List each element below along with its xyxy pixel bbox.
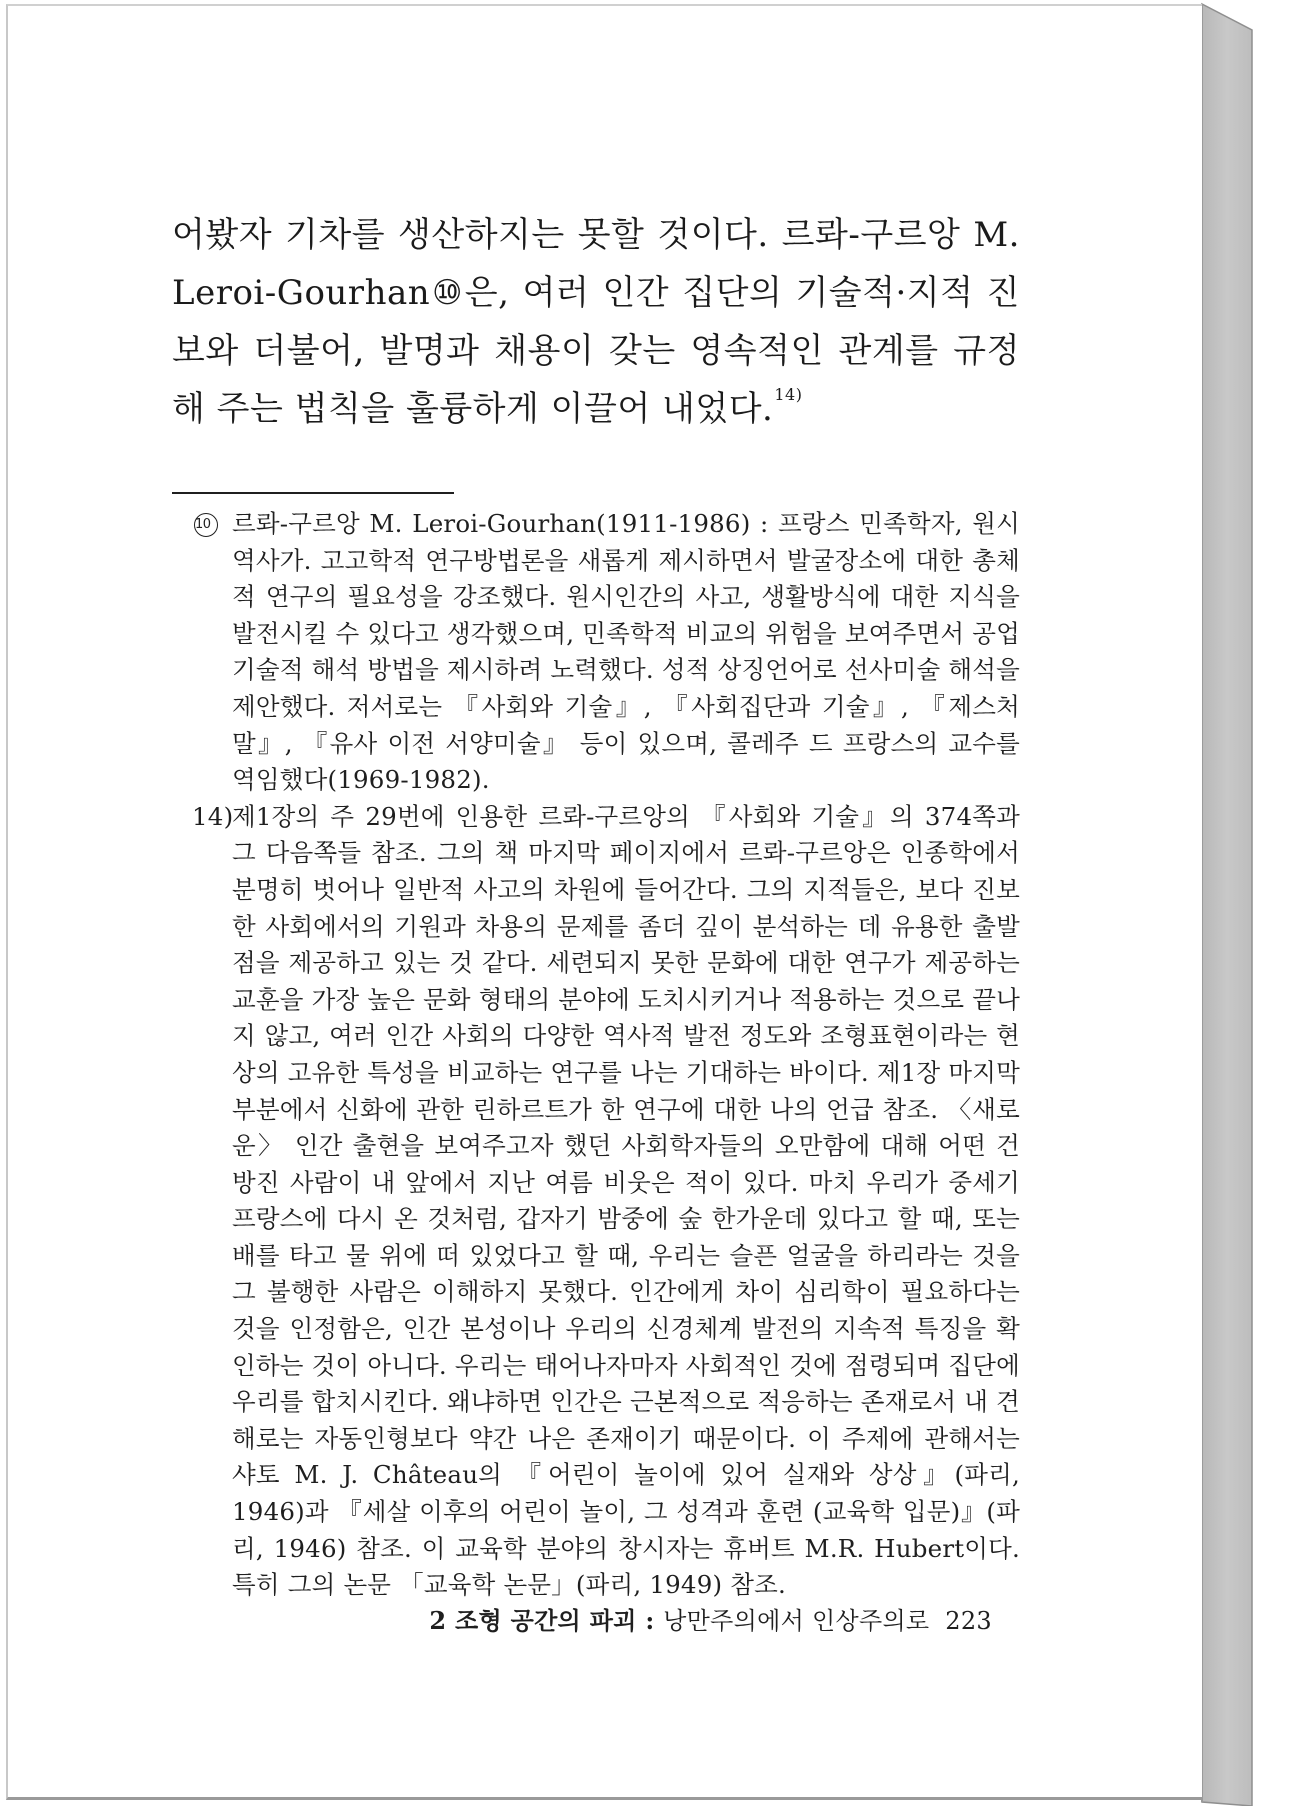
footnote-14-text: 제1장의 주 29번에 인용한 르롸-구르앙의 『사회와 기술』의 374쪽과 그 다음쪽들 참조. 그의 책 마지막 페이지에서 르롸-구르앙은 인종학에서 분명히 벗어나 일반적 사고의 차원에 들어간다. 그의 지적들은, 보다 진보한 사회에서의 기원과 차용의 문제를 좀더 깊이 분석하는 데 유용한 출발점을 제공하고 있는 것 같다. 세련되지 못한 문화에 대한 연구가 제공하는 교훈을 가장 높은 문화 형태의 분야에 도치시키거나 적용하는 것으로 끝나지 않고, 여러 인간 사회의 다양한 역사적 발전 정도와 조형표현이라는 현상의 고유한 특성을 비교하는 연구를 나는 기대하는 바이다. 제1장 마지막 부분에서 신화에 관한 린하르트가 한 연구에 대한 나의 언급 참조. 〈새로운〉 인간 출현을 보여주고자 했던 사회학자들의 오만함에 대해 어떤 건방진 사람이 내 앞에서 지난 여름 비웃은 적이 있다. 마치 우리가 중세기 프랑스에 다시 온 것처럼, 갑자기 밤중에 숲 한가운데 있다고 할 때, 또는 배를 타고 물 위에 떠 있었다고 할 때, 우리는 슬픈 얼굴을 하리라는 것을 그 불행한 사람은 이해하지 못했다. 인간에게 차이 심리학이 필요하다는 것을 인정함은, 인간 본성이나 우리의 신경체계 발전의 지속적 특징을 확인하는 것이 아니다. 우리는 태어나자마자 사회적인 것에 점령되며 집단에 우리를 합치시킨다. 왜냐하면 인간은 근본적으로 적응하는 존재로서 내 견해로는 자동인형보다 약간 나은 존재이기 때문이다. 이 주제에 관해서는 샤토 M. J. Château의 『어린이 놀이에 있어 실재와 상상』(파리, 1946)과 『세살 이후의 어린이 놀이, 그 성격과 훈련 (교육학 입문)』(파리, 1946) 참조. 이 교육학 분야의 창시자는 휴버트 M.R. Hubert이다. 특히 그의 논문 「교육학 논문」(파리, 1949) 참조. [232, 801, 1020, 1600]
footnote-14-mark: 14) [192, 801, 234, 831]
footer-chapter-title: 2 조형 공간의 파괴 [429, 1606, 637, 1635]
footer-subtitle: 낭만주의에서 인상주의로 [663, 1607, 930, 1635]
main-paragraph-text: 어봤자 기차를 생산하지는 못할 것이다. 르롸-구르앙 M. Leroi-Gourhan⑩은, 여러 인간 집단의 기술적·지적 진보와 더불어, 발명과 채용이 갖는 영속적인 관계를 규정해 주는 법칙을 훌륭하게 이끌어 내었다. [172, 215, 1020, 429]
footnote-10 [172, 506, 1020, 799]
footnote-10-text: 르롸-구르앙 M. Leroi-Gourhan(1911-1986) : 프랑스 민족학자, 원시 역사가. 고고학적 연구방법론을 새롭게 제시하면서 발굴장소에 대한 총체적 연구의 필요성을 강조했다. 원시인간의 사고, 생활방식에 대한 지식을 발전시킬 수 있다고 생각했으며, 민족학적 비교의 위험을 보여주면서 공업 기술적 해석 방법을 제시하려 노력했다. 성적 상징언어로 선사미술 해석을 제안했다. 저서로는 『사회와 기술』, 『사회집단과 기술』, 『제스처 말』, 『유사 이전 서양미술』 등이 있으며, 콜레주 드 프랑스의 교수를 역임했다(1969-1982). [232, 509, 1020, 795]
footer-separator: : [636, 1606, 664, 1635]
footnote-reference-14: 14) [774, 385, 803, 404]
footnote-14 [172, 799, 1020, 1604]
footnote-10-circled-mark: 10 [194, 513, 218, 537]
page-number: 223 [945, 1607, 992, 1635]
page-content [172, 206, 1020, 1604]
footnotes [172, 506, 1020, 1604]
running-footer [172, 1603, 992, 1639]
footnote-divider [172, 492, 454, 494]
main-paragraph [172, 206, 1020, 444]
